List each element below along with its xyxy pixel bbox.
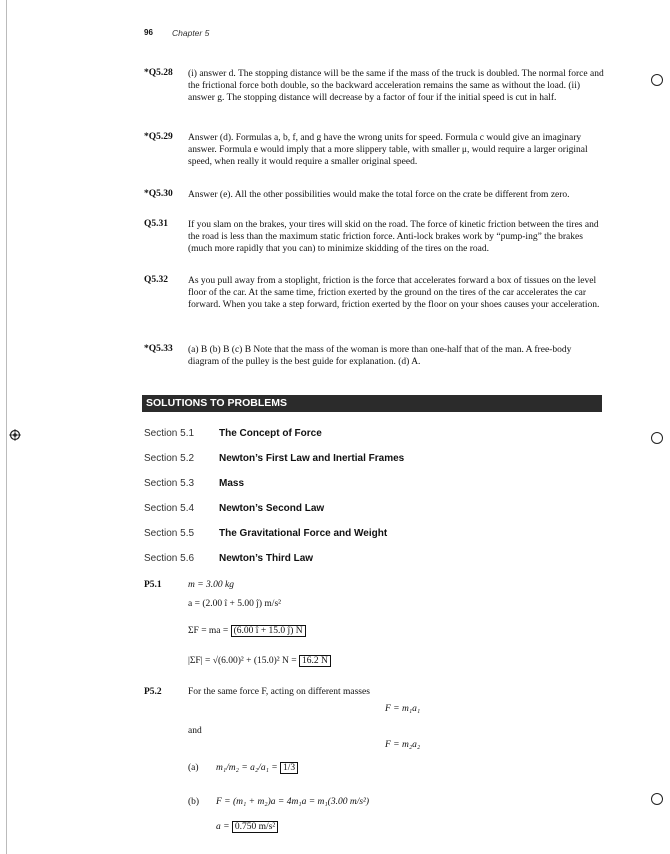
p51-net-force bbox=[188, 626, 306, 636]
section-number: Section 5.5 bbox=[144, 528, 195, 539]
registration-crosshair-icon bbox=[9, 429, 21, 441]
p52-intro: For the same force F, acting on different masses bbox=[188, 687, 370, 697]
binder-ring-icon bbox=[651, 432, 663, 444]
p52-part-a-answer: 1/3 bbox=[280, 762, 298, 774]
problem-label: P5.1 bbox=[144, 580, 162, 590]
section-title: Newton’s First Law and Inertial Frames bbox=[219, 453, 405, 464]
p51-magnitude-prefix: |ΣF| = √(6.00)² + (15.0)² N = bbox=[188, 656, 297, 666]
question-text: (i) answer d. The stopping distance will be the same if the mass of the truck is doubled. The normal force and the frictional force both double, so the backward acceleration remains the same as without the load. (ii) answer g. The stopping distance will decrease by a factor of four if the initial speed is cut in half. bbox=[188, 69, 604, 103]
section-number: Section 5.3 bbox=[144, 478, 195, 489]
question-text: (a) B (b) B (c) B Note that the mass of the woman is more than one-half that of the man. A free-body diagram of the pulley is the best guide for explanation. (d) A. bbox=[188, 345, 572, 367]
solutions-heading: SOLUTIONS TO PROBLEMS bbox=[142, 395, 602, 412]
section-number: Section 5.6 bbox=[144, 553, 195, 564]
p51-net-force-answer: (6.00 î + 15.0 ĵ) N bbox=[231, 625, 306, 637]
p52-eq1: F = m₁a₁ bbox=[385, 704, 421, 714]
section-number: Section 5.2 bbox=[144, 453, 195, 464]
p51-acceleration: a = (2.00 î + 5.00 ĵ) m/s² bbox=[188, 599, 281, 609]
section-number: Section 5.4 bbox=[144, 503, 195, 514]
question-label: *Q5.30 bbox=[144, 189, 173, 199]
p52-part-b-label: (b) bbox=[188, 797, 200, 807]
binder-ring-icon bbox=[651, 74, 663, 86]
question-text: Answer (e). All the other possibilities would make the total force on the crate be different from zero. bbox=[188, 190, 570, 200]
section-title: The Gravitational Force and Weight bbox=[219, 528, 388, 539]
p52-part-b-result bbox=[216, 822, 278, 832]
binder-ring-icon bbox=[651, 793, 663, 805]
p52-part-b-eq: F = (m₁ + m₂)a = 4m₁a = m₁(3.00 m/s²) bbox=[216, 797, 370, 807]
p51-magnitude bbox=[188, 656, 331, 666]
section-title: Newton’s Second Law bbox=[219, 503, 325, 514]
chapter-label: Chapter 5 bbox=[172, 28, 210, 38]
question-label: *Q5.29 bbox=[144, 132, 173, 142]
p52-and: and bbox=[188, 726, 202, 736]
question-label: Q5.31 bbox=[144, 219, 169, 229]
page-number: 96 bbox=[144, 28, 153, 37]
section-number: Section 5.1 bbox=[144, 428, 195, 439]
question-text: If you slam on the brakes, your tires will skid on the road. The force of kinetic friction between the tires and the road is less than the maximum static friction force. Anti-lock brakes work by “pump-ing” the brakes (much more rapidly that you can) to minimize skidding of the tires on the road. bbox=[188, 220, 599, 254]
p52-eq2: F = m₂a₂ bbox=[385, 740, 421, 750]
p52-part-b-prefix: a = bbox=[216, 822, 230, 832]
section-title: Newton’s Third Law bbox=[219, 553, 314, 564]
problem-label: P5.2 bbox=[144, 687, 162, 697]
p51-mass: m = 3.00 kg bbox=[188, 580, 234, 590]
p52-part-b-answer: 0.750 m/s² bbox=[232, 821, 278, 833]
question-label: *Q5.28 bbox=[144, 68, 173, 78]
section-title: Mass bbox=[219, 478, 245, 489]
question-text: As you pull away from a stoplight, friction is the force that accelerates forward a box of tissues on the level floor of the car. At the same time, friction exerted by the ground on the tires of the car accelerates the car forward. When you take a step forward, friction exerted by the floor on your shoes causes your acceleration. bbox=[188, 276, 600, 310]
question-label: *Q5.33 bbox=[144, 344, 173, 354]
p51-magnitude-answer: 16.2 N bbox=[299, 655, 331, 667]
page-margin-line bbox=[6, 0, 7, 854]
question-label: Q5.32 bbox=[144, 275, 169, 285]
p52-part-a-eq: m₁/m₂ = a₂/a₁ = bbox=[216, 763, 278, 773]
section-title: The Concept of Force bbox=[219, 428, 322, 439]
question-text: Answer (d). Formulas a, b, f, and g have the wrong units for speed. Formula c would give an imaginary answer. Formula e would imply that a more slippery table, with smaller μ, would require a larger original speed, when really it would require a smaller original speed. bbox=[188, 133, 588, 167]
p51-net-force-prefix: ΣF = ma = bbox=[188, 626, 229, 636]
p52-part-a bbox=[216, 763, 298, 773]
p52-part-a-label: (a) bbox=[188, 763, 199, 773]
